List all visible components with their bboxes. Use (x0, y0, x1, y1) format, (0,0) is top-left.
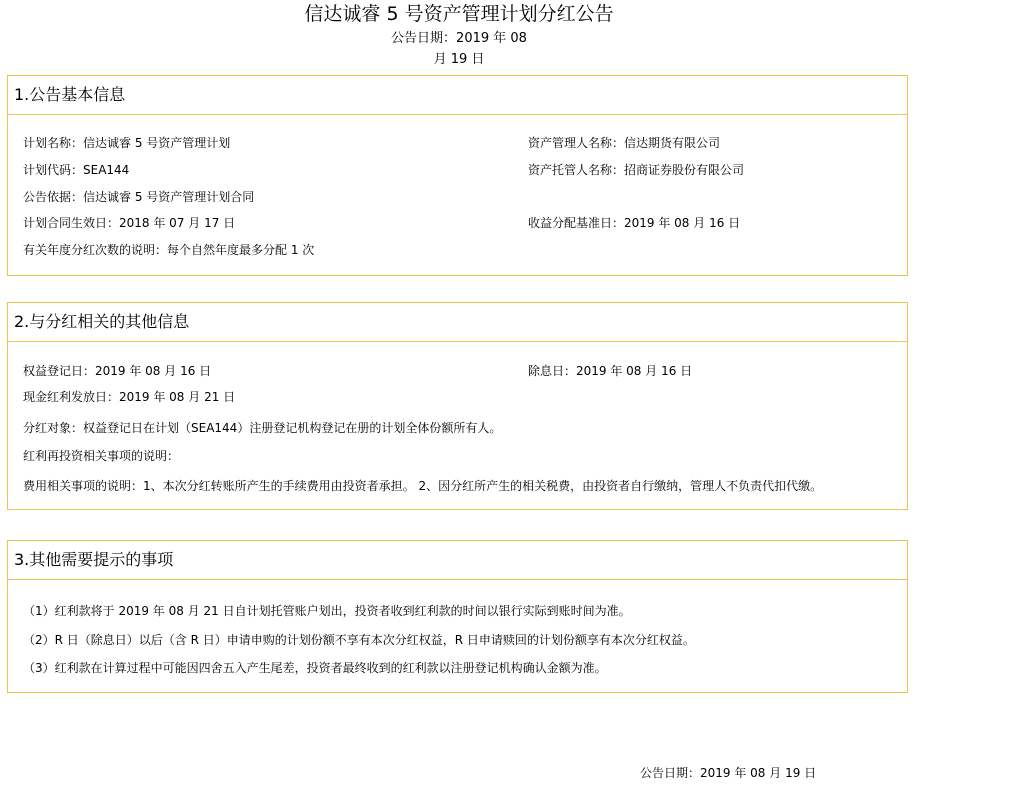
plan-code: 计划代码：SEA144 (23, 163, 130, 177)
note-item-1: （1）红利款将于 2019 年 08 月 21 日自计划托管账户划出，投资者收到红利款的时间以银行实际到账时间为准。 (23, 604, 631, 618)
document-title: 信达诚睿 5 号资产管理计划分红公告 (304, 3, 614, 25)
cash-dividend-payment-date: 现金红利发放日：2019 年 08 月 21 日 (23, 390, 236, 404)
fee-note: 费用相关事项的说明：1、本次分红转账所产生的手续费用由投资者承担。 2、因分红所产生的相关税费，由投资者自行缴纳，管理人不负责代扣代缴。 (23, 479, 823, 493)
distribution-base-date: 收益分配基准日：2019 年 08 月 16 日 (528, 216, 741, 230)
section-dividend-info (7, 302, 908, 510)
announcement-basis: 公告依据：信达诚睿 5 号资产管理计划合同 (23, 190, 255, 204)
announcement-date-line-2: 月 19 日 (433, 52, 485, 67)
record-date: 权益登记日：2019 年 08 月 16 日 (23, 364, 212, 378)
section-other-notes (7, 540, 908, 693)
note-item-2: （2）R 日（除息日）以后（含 R 日）申请申购的计划份额不享有本次分红权益，R 日申请赎回的计划份额享有本次分红权益。 (23, 633, 695, 647)
dividend-target: 分红对象：权益登记日在计划（SEA144）注册登记机构登记在册的计划全体份额所有人。 (23, 421, 502, 435)
document-header (0, 0, 918, 70)
announcement-date-line-1: 公告日期：2019 年 08 (391, 31, 527, 46)
section-title: 2.与分红相关的其他信息 (8, 303, 907, 342)
plan-name: 计划名称：信达诚睿 5 号资产管理计划 (23, 136, 231, 150)
manager-name: 资产管理人名称：信达期货有限公司 (528, 136, 721, 150)
section-title: 1.公告基本信息 (8, 76, 907, 115)
custodian-name: 资产托管人名称：招商证券股份有限公司 (528, 163, 745, 177)
note-item-3: （3）红利款在计算过程中可能因四舍五入产生尾差，投资者最终收到的红利款以注册登记机构确认金额为准。 (23, 661, 607, 675)
reinvestment-note: 红利再投资相关事项的说明： (23, 449, 180, 463)
section-basic-info (7, 75, 908, 276)
ex-dividend-date: 除息日：2019 年 08 月 16 日 (528, 364, 693, 378)
annual-dividend-note: 有关年度分红次数的说明：每个自然年度最多分配 1 次 (23, 243, 315, 257)
contract-effective-date: 计划合同生效日：2018 年 07 月 17 日 (23, 216, 236, 230)
section-title: 3.其他需要提示的事项 (8, 541, 907, 580)
footer-announcement-date: 公告日期：2019 年 08 月 19 日 (640, 766, 817, 780)
